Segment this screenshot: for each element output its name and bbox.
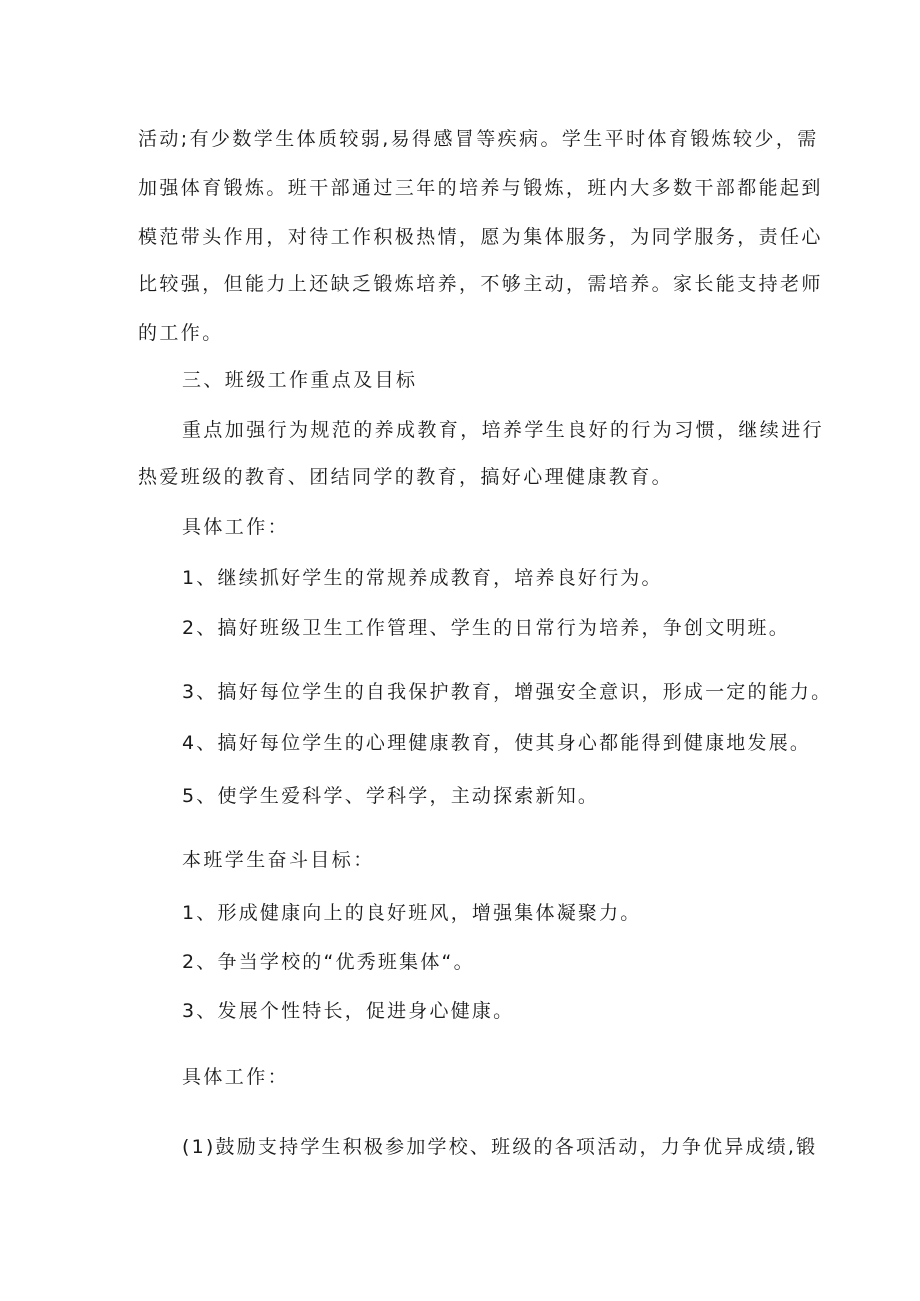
subheading-goals: 本班学生奋斗目标：: [182, 849, 375, 871]
subheading-specific-work: 具体工作：: [182, 1066, 290, 1088]
paragraph-line: 活动;有少数学生体质较弱,易得感冒等疾病。学生平时体育锻炼较少，需: [138, 128, 819, 150]
list-item: 1、继续抓好学生的常规养成教育，培养良好行为。: [182, 567, 663, 589]
list-item: 2、争当学校的“优秀班集体“。: [182, 951, 475, 973]
paragraph-line: 热爱班级的教育、团结同学的教育，搞好心理健康教育。: [138, 466, 674, 488]
paragraph-line: 加强体育锻炼。班干部通过三年的培养与锻炼，班内大多数干部都能起到: [138, 177, 823, 199]
subheading-specific-work: 具体工作：: [182, 516, 290, 538]
paragraph-line: 重点加强行为规范的养成教育，培养学生良好的行为习惯，继续进行: [182, 419, 825, 441]
list-item: 2、搞好班级卫生工作管理、学生的日常行为培养，争创文明班。: [182, 617, 790, 639]
list-item: 5、使学生爱科学、学科学，主动探索新知。: [182, 785, 600, 807]
list-item: 1、形成健康向上的良好班风，增强集体凝聚力。: [182, 902, 642, 924]
list-item: 3、搞好每位学生的自我保护教育，增强安全意识，形成一定的能力。: [182, 681, 833, 703]
section-heading: 三、班级工作重点及目标: [182, 369, 418, 391]
list-item: 3、发展个性特长，促进身心健康。: [182, 1000, 515, 1022]
paragraph-line: (1)鼓励支持学生积极参加学校、班级的各项活动，力争优异成绩,锻: [182, 1136, 818, 1158]
paragraph-line: 的工作。: [138, 322, 224, 344]
paragraph-line: 模范带头作用，对待工作积极热情，愿为集体服务，为同学服务，责任心: [138, 226, 823, 248]
paragraph-line: 比较强，但能力上还缺乏锻炼培养，不够主动，需培养。家长能支持老师: [138, 273, 823, 295]
list-item: 4、搞好每位学生的心理健康教育，使其身心都能得到健康地发展。: [182, 732, 812, 754]
